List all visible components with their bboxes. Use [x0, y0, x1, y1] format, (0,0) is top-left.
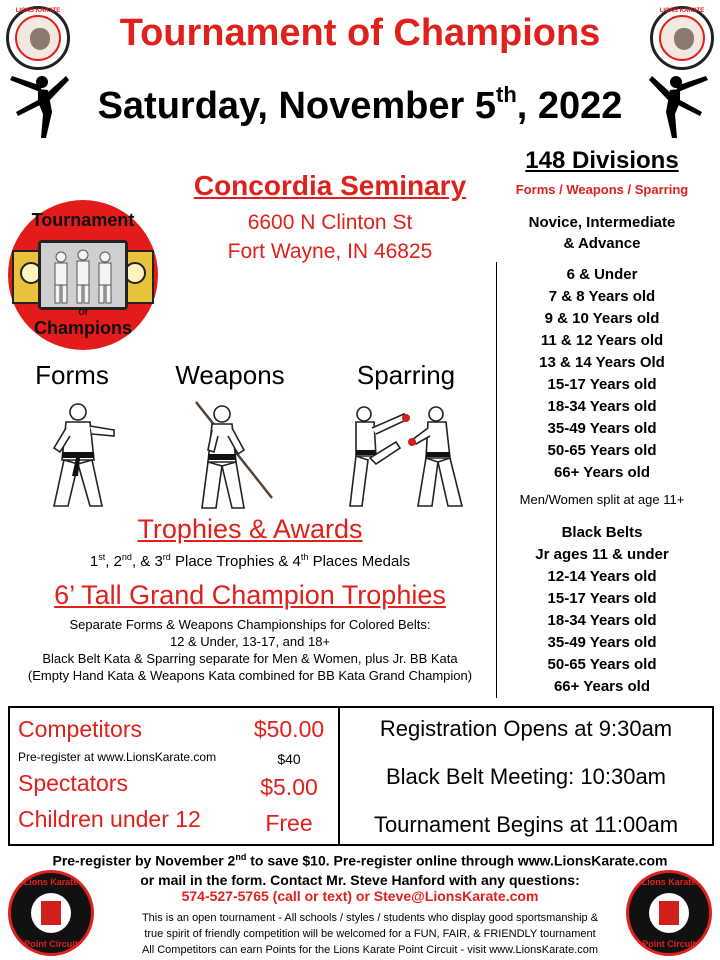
- seal-text: LIONS KARATE: [659, 8, 705, 14]
- circuit-top-text: Lions Karate: [23, 877, 79, 887]
- black-belt-group: Jr ages 11 & under: [535, 546, 669, 563]
- competitors-price: $50.00: [253, 716, 325, 742]
- age-group: 50-65 Years old: [547, 442, 657, 459]
- footer-line2: or mail in the form. Contact Mr. Steve Hanford with any questions:: [140, 871, 580, 888]
- age-group: 6 & Under: [566, 266, 638, 283]
- footer-sup: nd: [235, 852, 247, 862]
- age-group: 15-17 Years old: [547, 376, 657, 393]
- age-group: 18-34 Years old: [547, 398, 657, 415]
- date-main: Saturday, November 5: [97, 85, 497, 127]
- trophies-title: Trophies & Awards: [137, 514, 363, 544]
- circuit-bottom-text: Point Circuit: [642, 939, 696, 949]
- footer-text: to save $10. Pre-register online through www.LionsKarate.com: [246, 852, 668, 869]
- seal-text: LIONS KARATE: [15, 8, 61, 14]
- discipline-forms: Forms: [35, 360, 109, 390]
- schedule-start: Tournament Begins at 11:00am: [373, 812, 679, 837]
- weapons-figure-icon: [186, 400, 278, 517]
- divisions-title: 148 Divisions: [525, 147, 679, 174]
- children-price: Free: [265, 810, 313, 836]
- date-year: , 2022: [516, 85, 623, 127]
- discipline-sparring: Sparring: [356, 360, 456, 390]
- footer-preregister: [0, 848, 720, 890]
- place-text: , & 3: [131, 553, 163, 570]
- age-group: 66+ Years old: [553, 464, 651, 481]
- black-belt-heading: Black Belts: [561, 524, 643, 541]
- age-group: 9 & 10 Years old: [544, 310, 660, 327]
- badge-of-text: Of: [78, 308, 88, 317]
- place-sup: rd: [162, 552, 171, 562]
- black-belt-group: 12-14 Years old: [547, 568, 657, 585]
- place-text: 1: [89, 553, 99, 570]
- detail-line: 12 & Under, 13-17, and 18+: [169, 634, 331, 649]
- black-belt-group: 66+ Years old: [553, 678, 651, 695]
- competitors-label: Competitors: [18, 716, 142, 742]
- age-group: 13 & 14 Years Old: [539, 354, 665, 371]
- place-sup: st: [98, 552, 106, 562]
- venue-block: [160, 170, 500, 266]
- footer-contact: 574-527-5765 (call or text) or Steve@LionsKarate.com: [181, 888, 539, 904]
- tournament-badge-logo: [8, 200, 158, 350]
- footer-note: All Competitors can earn Points for the Lions Karate Point Circuit - visit www.LionsKarate.com: [141, 944, 599, 956]
- children-label: Children under 12: [18, 806, 201, 832]
- spectators-price: $5.00: [260, 774, 318, 800]
- grand-champion-title: 6’ Tall Grand Champion Trophies: [54, 580, 446, 610]
- black-belt-list: [500, 522, 704, 698]
- preregister-note: Pre-register at www.LionsKarate.com: [18, 750, 217, 764]
- sparring-figures-icon: [344, 400, 474, 517]
- preregister-price: $40: [277, 751, 301, 767]
- point-circuit-logo-left: [8, 870, 94, 956]
- schedule-registration: Registration Opens at 9:30am: [379, 716, 673, 741]
- date-suffix: th: [496, 82, 517, 107]
- discipline-weapons: Weapons: [175, 360, 285, 390]
- address-line2: Fort Wayne, IN 46825: [227, 240, 433, 263]
- gender-split-note: Men/Women split at age 11+: [519, 492, 685, 507]
- badge-bottom-text: Champions: [33, 318, 132, 338]
- place-text: Places Medals: [308, 553, 411, 570]
- address-line1: 6600 N Clinton St: [247, 211, 413, 234]
- point-circuit-logo-right: [626, 870, 712, 956]
- event-date: [0, 82, 720, 128]
- footer-notes: [110, 910, 630, 958]
- levels-line2: & Advance: [563, 235, 641, 252]
- badge-top-text: Tournament: [31, 210, 135, 230]
- footer-note: true spirit of friendly competition will be welcomed for a FUN, FAIR, & FRIENDLY tournament: [144, 928, 596, 940]
- age-group: 11 & 12 Years old: [540, 332, 664, 349]
- page-title: Tournament of Champions: [119, 12, 601, 54]
- footer-note: This is an open tournament - All schools / styles / students who display good sportsmanship &: [141, 912, 599, 924]
- circuit-bottom-text: Point Circuit: [24, 939, 78, 949]
- indiana-map-icon: [659, 901, 679, 925]
- footer-text: Pre-register by November 2: [52, 852, 236, 869]
- age-group: 7 & 8 Years old: [548, 288, 656, 305]
- venue-address: [160, 208, 500, 266]
- schedule-bb-meeting: Black Belt Meeting: 10:30am: [385, 764, 667, 789]
- black-belt-group: 15-17 Years old: [547, 590, 657, 607]
- levels-line1: Novice, Intermediate: [528, 214, 676, 231]
- age-groups-list: [500, 264, 704, 484]
- circuit-top-text: Lions Karate: [641, 877, 697, 887]
- spectators-label: Spectators: [18, 770, 128, 796]
- footer-line1: [0, 848, 720, 871]
- indiana-map-icon: [41, 901, 61, 925]
- championship-details: [0, 616, 500, 684]
- place-text: , 2: [105, 553, 122, 570]
- detail-line: Black Belt Kata & Sparring separate for Men & Women, plus Jr. BB Kata: [42, 651, 458, 666]
- detail-line: Separate Forms & Weapons Championships for Colored Belts:: [69, 617, 431, 632]
- detail-line: (Empty Hand Kata & Weapons Kata combined for BB Kata Grand Champion): [27, 668, 473, 683]
- place-sup: th: [300, 552, 309, 562]
- karate-group-photo: [38, 240, 128, 310]
- black-belt-group: 18-34 Years old: [547, 612, 657, 629]
- divisions-subtitle: Forms / Weapons / Sparring: [515, 182, 689, 197]
- place-sup: nd: [121, 552, 132, 562]
- trophies-description: [0, 552, 500, 570]
- age-group: 35-49 Years old: [547, 420, 657, 437]
- place-text: Place Trophies & 4: [170, 553, 301, 570]
- black-belt-group: 50-65 Years old: [547, 656, 657, 673]
- skill-levels: [500, 212, 704, 254]
- black-belt-group: 35-49 Years old: [547, 634, 657, 651]
- venue-name: Concordia Seminary: [193, 170, 467, 201]
- forms-figure-icon: [40, 400, 120, 517]
